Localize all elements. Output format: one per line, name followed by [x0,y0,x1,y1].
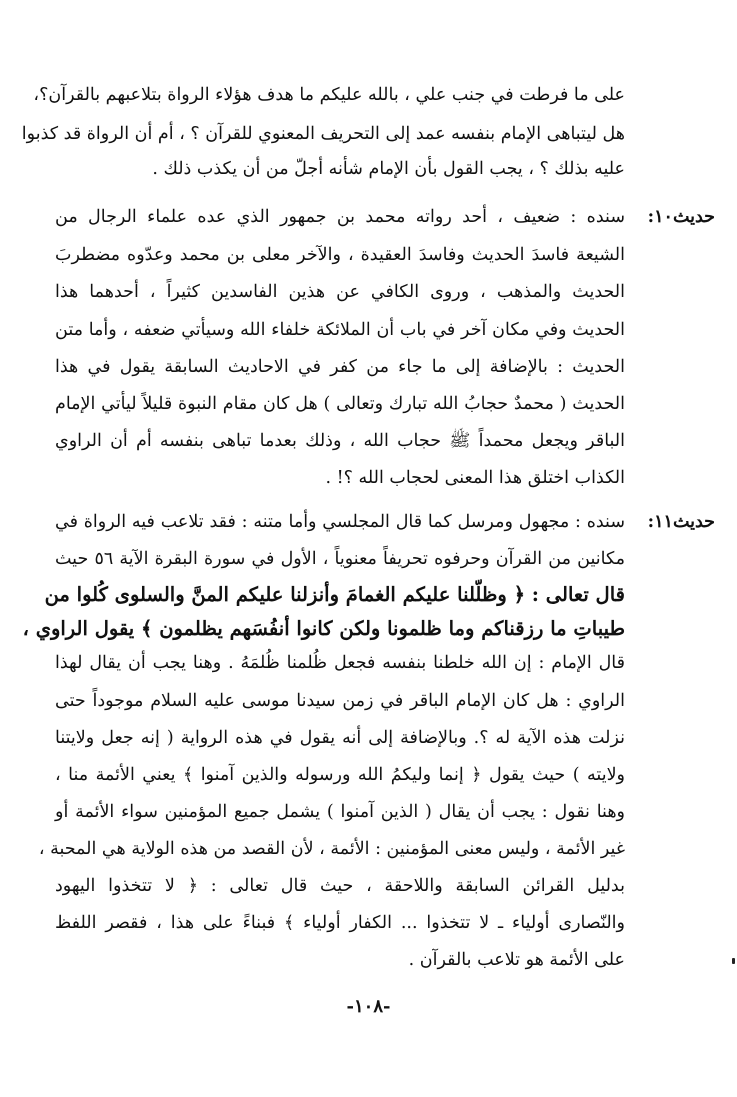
hadith-11-line-13: على الأئمة هو تلاعب بالقرآن . [408,950,625,970]
hadith-11-line-8: ولايته ) حيث يقول ﴿ إنما وليكمُ الله ورسوله والذين آمنوا ﴾ يعني الأئمة منا ، [55,765,625,785]
hadith-10-line-6: الحديث ( محمدٌ حجابُ الله تبارك وتعالى ) هل كان مقام النبوة قليلاً ليأتي الإمام [55,394,625,414]
intro-line-1: على ما فرطت في جنب علي ، بالله عليكم ما هدف هؤلاء الرواة بتلاعبهم بالقرآن؟، [33,85,625,105]
hadith-10-line-8: الكذاب اختلق هذا المعنى لحجاب الله ؟! . [325,468,625,488]
hadith-10-line-7: الباقر ويجعل محمداً ﷺ حجاب الله ، وذلك بعدما تباهى بنفسه أم أن الراوي [55,431,625,451]
hadith-11-line-1: سنده : مجهول ومرسل كما قال المجلسي وأما متنه : فقد تلاعب فيه الرواة في [55,512,625,532]
intro-line-3: عليه بذلك ؟ ، يجب القول بأن الإمام شأنه أجلّ من أن يكذب ذلك . [152,159,625,179]
hadith-11-line-7: نزلت هذه الآية له ؟. وبالإضافة إلى أنه يقول في هذه الرواية ( إنه جعل ولايتنا [55,728,625,748]
hadith-10-line-1: سنده : ضعيف ، أحد رواته محمد بن جمهور الذي عده علماء الرجال من [55,207,625,227]
hadith-10-line-2: الشيعة فاسدَ الحديث وفاسدَ العقيدة ، والآخر معلى بن محمد وعدّوه مضطربَ [55,245,625,265]
hadith-11-line-9: وهنا نقول : يجب أن يقال ( الذين آمنوا ) يشمل جميع المؤمنين سواء الأئمة أو [55,802,625,822]
hadith-11-line-10: غير الأئمة ، وليس معنى المؤمنين : الأئمة ، لأن القصد من هذه الولاية هي المحبة ، [38,839,625,859]
hadith-11-line-5: قال الإمام : إن الله خلطنا بنفسه فجعل ظُلمنا ظُلمَهُ . وهنا يجب أن يقال لهذا [55,653,625,673]
hadith-11-line-2: مكانين من القرآن وحرفوه تحريفاً معنوياً ، الأول في سورة البقرة الآية ٥٦ حيث [55,549,625,569]
hadith-11-line-4: طيباتِ ما رزقناكم وما ظلمونا ولكن كانوا أنفُسَهم يظلمون ﴾ يقول الراوي ، [22,617,625,640]
hadith-11-line-6: الراوي : هل كان الإمام الباقر في زمن سيدنا موسى عليه السلام موجوداً حتى [55,691,625,711]
page-number: -١٠٨- [346,996,391,1017]
hadith-11-line-11: بدليل القرائن السابقة واللاحقة ، حيث قال تعالى : ﴿ لا تتخذوا اليهود [55,876,625,896]
hadith-10-line-3: الحديث والمذهب ، وروى الكافي عن هذين الفاسدين كثيراً ، أحدهما هذا [55,282,625,302]
intro-line-2: هل ليتباهى الإمام بنفسه عمد إلى التحريف المعنوي للقرآن ؟ ، أم أن الرواة قد كذبوا [21,124,625,144]
hadith-11-line-12: والنّصارى أولياء ـ لا تتخذوا ... الكفار أولياء ﴾ فبناءً على هذا ، فقصر اللفظ [55,913,625,933]
hadith-10-line-5: الحديث : بالإضافة إلى ما جاء من كفر في الاحاديث السابقة يقول في هذا [55,357,625,377]
hadith-10-label: حديث١٠: [647,207,715,227]
hadith-11-label: حديث١١: [647,512,715,532]
hadith-10-line-4: الحديث وفي مكان آخر في باب أن الملائكة خلفاء الله وسيأتي ضعفه ، وأما متن [55,320,625,340]
hadith-11-line-3: قال تعالى : ﴿ وظلّلنا عليكم الغمامَ وأنزلنا عليكم المنَّ والسلوى كُلوا من [44,583,625,606]
margin-mark [732,958,735,964]
